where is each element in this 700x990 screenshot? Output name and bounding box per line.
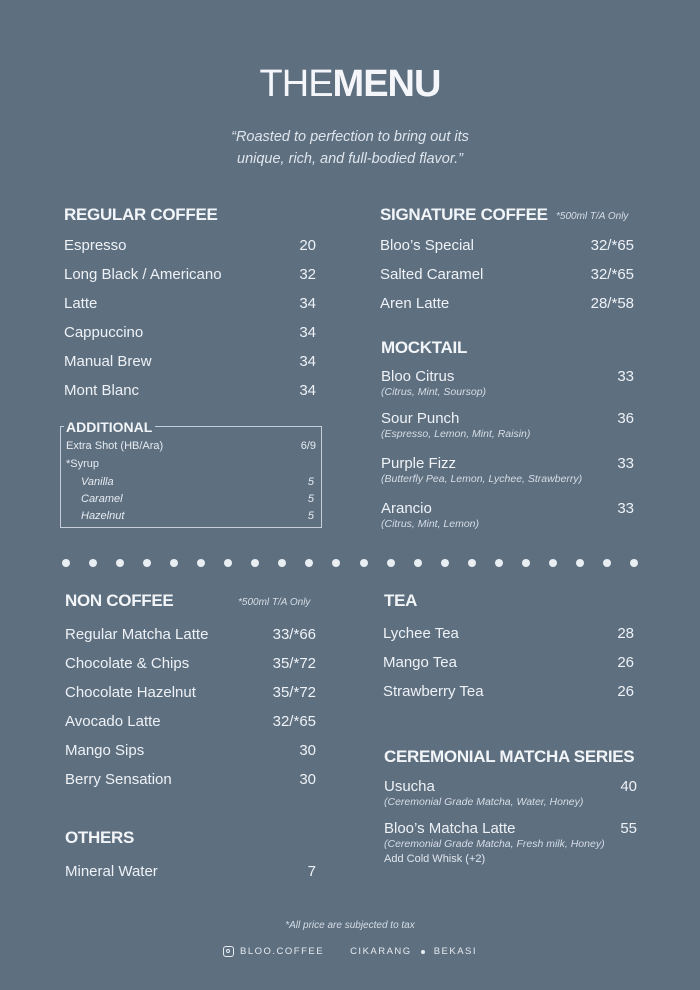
item-name: Extra Shot (HB/Ara) (66, 440, 164, 452)
item-price: 30 (299, 771, 316, 788)
menu-item (65, 771, 316, 800)
tagline-line-2: unique, rich, and full-bodied flavor.” (237, 151, 463, 167)
item-price: 40 (620, 778, 637, 795)
syrup-row (66, 493, 316, 510)
menu-item (381, 410, 634, 455)
syrup-label-row (66, 458, 316, 476)
non-coffee-note: *500ml T/A Only (238, 597, 311, 608)
menu-item (64, 324, 316, 353)
title-the: THE (259, 63, 333, 105)
menu-item (381, 455, 634, 500)
signature-note: *500ml T/A Only (556, 211, 629, 222)
ceremonial-heading: CEREMONIAL MATCHA SERIES (384, 747, 635, 766)
instagram-icon (223, 946, 234, 957)
location-region: BEKASI (433, 946, 478, 957)
location-city: CIKARANG (350, 946, 412, 957)
item-description: (Butterfly Pea, Lemon, Lychee, Strawberry) (381, 473, 583, 485)
item-name: Arancio (381, 500, 432, 517)
menu-item (65, 742, 316, 771)
item-price: 36 (617, 410, 634, 427)
menu-item (65, 626, 316, 655)
menu-item (380, 266, 634, 295)
menu-item (64, 266, 316, 295)
ceremonial-list (384, 778, 637, 865)
divider-dot (305, 559, 313, 567)
menu-item (65, 713, 316, 742)
additional-list (66, 440, 316, 527)
item-name: Mango Sips (65, 742, 145, 759)
item-name: Bloo’s Special (380, 237, 474, 254)
item-name: Chocolate & Chips (65, 655, 190, 672)
item-price: 26 (617, 683, 634, 700)
menu-item (383, 654, 634, 683)
addon-note: Add Cold Whisk (+2) (384, 853, 486, 865)
divider-dot (387, 559, 395, 567)
item-price: 32/*65 (272, 713, 316, 730)
item-name: Cappuccino (64, 324, 144, 341)
item-price: 30 (299, 742, 316, 759)
location-separator (421, 950, 425, 954)
additional-heading: ADDITIONAL (64, 419, 155, 435)
dotted-divider (62, 557, 638, 569)
item-price: 33 (617, 500, 634, 517)
item-description: (Citrus, Mint, Lemon) (381, 518, 480, 530)
item-name: Mineral Water (65, 863, 158, 880)
divider-dot (630, 559, 638, 567)
item-name: Vanilla (81, 476, 114, 488)
divider-dot (332, 559, 340, 567)
menu-item (384, 778, 637, 820)
item-price: 5 (307, 510, 314, 522)
item-description: (Espresso, Lemon, Mint, Raisin) (381, 428, 531, 440)
mocktail-list (381, 368, 634, 542)
syrup-row (66, 476, 316, 493)
item-price: 34 (299, 353, 316, 370)
syrup-row (66, 510, 316, 527)
item-price: 28 (617, 625, 634, 642)
item-price: 33/*66 (272, 626, 316, 643)
item-price: 5 (307, 493, 314, 505)
others-heading: OTHERS (65, 828, 135, 847)
footer-bar (0, 946, 700, 957)
item-price: 33 (617, 368, 634, 385)
divider-dot (143, 559, 151, 567)
divider-dot (197, 559, 205, 567)
divider-dot (495, 559, 503, 567)
item-price: 34 (299, 382, 316, 399)
divider-dot (116, 559, 124, 567)
divider-dot (522, 559, 530, 567)
item-name: Espresso (64, 237, 127, 254)
item-price: 34 (299, 324, 316, 341)
menu-item (384, 820, 637, 865)
tea-list (383, 625, 634, 712)
item-price: 32/*65 (590, 266, 634, 283)
menu-item (381, 500, 634, 542)
menu-item (64, 353, 316, 382)
item-price: 6/9 (300, 440, 316, 452)
item-description: (Ceremonial Grade Matcha, Water, Honey) (384, 796, 584, 808)
item-price: 33 (617, 455, 634, 472)
menu-item (380, 237, 634, 266)
item-description: (Citrus, Mint, Soursop) (381, 386, 487, 398)
item-name: Manual Brew (64, 353, 152, 370)
extra-shot-row (66, 440, 316, 458)
others-list (65, 863, 316, 892)
item-name: Aren Latte (380, 295, 450, 312)
divider-dot (89, 559, 97, 567)
menu-item (380, 295, 634, 324)
instagram-handle: BLOO.COFFEE (239, 946, 325, 957)
non-coffee-list (65, 626, 316, 800)
title-menu: MENU (332, 63, 441, 105)
menu-item (383, 683, 634, 712)
tea-heading: TEA (384, 591, 418, 610)
item-price: 5 (307, 476, 314, 488)
item-price: 35/*72 (272, 684, 316, 701)
mocktail-heading: MOCKTAIL (381, 338, 468, 357)
item-name: Mango Tea (383, 654, 457, 671)
item-name: Avocado Latte (65, 713, 161, 730)
menu-item (381, 368, 634, 410)
signature-coffee-heading: SIGNATURE COFFEE (380, 205, 548, 224)
item-price: 34 (299, 295, 316, 312)
divider-dot (170, 559, 178, 567)
syrup-label: *Syrup (66, 458, 100, 470)
item-name: Sour Punch (381, 410, 460, 427)
item-name: Hazelnut (81, 510, 125, 522)
item-name: Salted Caramel (380, 266, 484, 283)
menu-item (64, 237, 316, 266)
menu-title (0, 62, 700, 106)
divider-dot (414, 559, 422, 567)
tax-note: *All price are subjected to tax (285, 920, 415, 931)
item-name: Regular Matcha Latte (65, 626, 209, 643)
item-name: Purple Fizz (381, 455, 457, 472)
item-name: Strawberry Tea (383, 683, 484, 700)
item-price: 32/*65 (590, 237, 634, 254)
menu-item (65, 863, 316, 892)
divider-dot (62, 559, 70, 567)
divider-dot (360, 559, 368, 567)
item-name: Bloo Citrus (381, 368, 455, 385)
divider-dot (603, 559, 611, 567)
item-name: Mont Blanc (64, 382, 140, 399)
item-description: (Ceremonial Grade Matcha, Fresh milk, Honey) (384, 838, 605, 850)
item-price: 7 (307, 863, 316, 880)
tagline (0, 126, 700, 170)
non-coffee-heading: NON COFFEE (65, 591, 174, 610)
divider-dot (468, 559, 476, 567)
tagline-line-1: “Roasted to perfection to bring out its (231, 129, 469, 145)
divider-dot (576, 559, 584, 567)
menu-item (64, 382, 316, 411)
item-price: 28/*58 (590, 295, 634, 312)
item-name: Long Black / Americano (64, 266, 222, 283)
menu-item (65, 684, 316, 713)
menu-item (383, 625, 634, 654)
item-name: Bloo’s Matcha Latte (384, 820, 516, 837)
item-name: Usucha (384, 778, 435, 795)
divider-dot (224, 559, 232, 567)
menu-item (64, 295, 316, 324)
divider-dot (441, 559, 449, 567)
item-price: 55 (620, 820, 637, 837)
regular-coffee-list (64, 237, 316, 411)
item-name: Berry Sensation (65, 771, 172, 788)
item-name: Latte (64, 295, 98, 312)
item-price: 32 (299, 266, 316, 283)
item-name: Lychee Tea (383, 625, 459, 642)
item-name: Chocolate Hazelnut (65, 684, 196, 701)
item-price: 26 (617, 654, 634, 671)
divider-dot (549, 559, 557, 567)
item-price: 20 (299, 237, 316, 254)
divider-dot (251, 559, 259, 567)
divider-dot (278, 559, 286, 567)
signature-coffee-list (380, 237, 634, 324)
item-name: Caramel (81, 493, 123, 505)
regular-coffee-heading: REGULAR COFFEE (64, 205, 218, 224)
item-price: 35/*72 (272, 655, 316, 672)
menu-item (65, 655, 316, 684)
